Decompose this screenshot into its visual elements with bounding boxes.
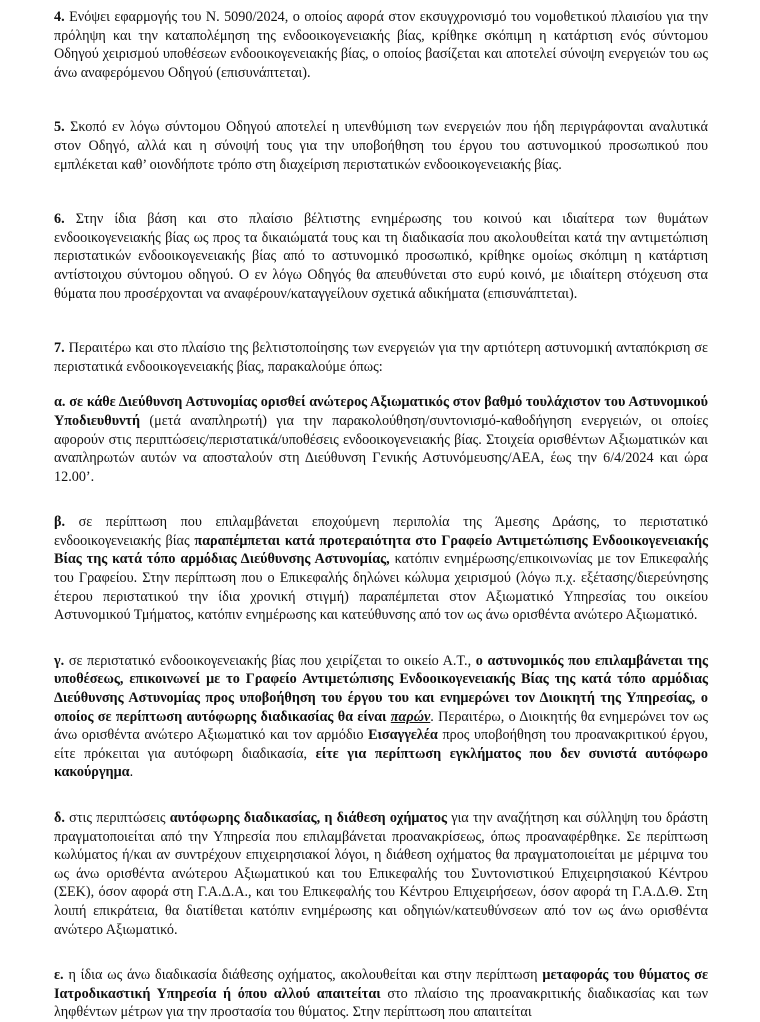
body-text: κατόπιν ενημέρωσης/επικοινωνίας με τον Επικεφαλής του Γραφείου. Στην περίπτωση που ο Επικεφαλής δηλώνει κώλυμα χειρισμού (λόγω π.χ. εξέτασης/διερεύνησης έτερου περιστατικού την ίδια χρονική στιγμή) παραπέμπεται στον Αξιωματικό Υπηρεσίας του οικείου Αστυνομικού Τμήματος, κατόπιν ενημέρωσης και κατεύθυνσης από τον ως άνω ορισθέντα ανώτερο Αξιωματικό. [54,551,708,624]
body-text: σε περιστατικό ενδοοικογενειακής βίας που χειρίζεται το οικείο Α.Τ., [68,652,472,669]
paragraph-number: 4. [54,9,65,25]
subparagraph-a [54,393,708,486]
bold-text: αυτόφωρης διαδικασίας, η διάθεση οχήματος [169,810,447,826]
body-text: (μετά αναπληρωτή) για την παρακολούθηση/συντονισμό-καθοδήγηση ενεργειών, οι οποίες αφορούν στις περιπτώσεις/περιστατικά/υποθέσεις ενδοοικογενειακής βίας. Στοιχεία ορισθέντων Αξιωματικών και αναπληρωτών αυτών να αποσταλούν στη Διεύθυνση Γενικής Αστυνόμευσης/ΑΕΑ, έως την 6/4/2024 και ώρα 12.00’. [54,412,709,485]
bold-text: μεταφοράς του θύματος σε Ιατροδικαστική Υπηρεσία ή όπου αλλού απαιτείται [54,967,709,1002]
paragraph-text: Σκοπό εν λόγω σύντομου Οδηγού αποτελεί η υπενθύμιση των ενεργειών που ήδη περιγράφονται αναλυτικά στον Οδηγό, αλλά και η σύνοψή τους για την υποβοήθηση του έργου του αστυνομικού προσωπικού που εμπλέκεται καθ’ οιονδήποτε τρόπο στη διαχείριση περιστατικών ενδοοικογενειακής βίας. [54,119,708,173]
paragraph-number: 6. [54,211,65,228]
paragraph-5 [54,118,708,174]
subparagraph-c: γ. σε περιστατικό ενδοοικογενειακής βίας που χειρίζεται το οικείο Α.Τ., ο αστυνομικός που επιλαμβάνεται της υποθέσεως, επικοινωνεί με το Γραφείο Αντιμετώπισης Ενδοοικογενειακής Βίας της κατά τόπο αρμόδιας Διεύθυνσης Αστυνομίας προς υποβοήθηση του έργου του και ενημερώνει τον Διοικητή της Υπηρεσίας, ο οποίος σε περίπτωση αυτόφωρης διαδικασίας θα είναι παρών. Περαιτέρω, ο Διοικητής θα ενημερώνει τον ως άνω ορισθέντα ανώτερο Αξιωματικό και τον αρμόδιο Εισαγγελέα προς υποβοήθηση του προανακριτικού έργου, είτε πρόκειται για αυτόφωρη διαδικασία, είτε για περίπτωση εγκλήματος που δεν συνιστά αυτόφωρο κακούργημα. [54,652,709,781]
subparagraph-letter: γ. [54,652,65,669]
bold-text: Εισαγγελέα [368,727,438,744]
subparagraph-letter: δ. [54,810,65,826]
bold-text: παραπέμπεται κατά προτεραιότητα στο Γραφείο Αντιμετώπισης Ενδοοικογενειακής Βίας της κατά τόπο αρμόδιας Διεύθυνσης Αστυνομίας, [54,532,709,568]
body-text: Περαιτέρω, ο Διοικητής θα ενημερώνει τον ως άνω ορισθέντα ανώτερο Αξιωματικό και τον αρμόδιο [54,708,709,744]
body-text: στο πλαίσιο της προανακριτικής διαδικασίας και των ληφθέντων μέτρων για την προστασία του θύματος. Στην περίπτωση που απαιτείται [54,985,708,1021]
body-text: για την αναζήτηση και σύλληψη του δράστη πραγματοποιείται από την Υπηρεσία που επιλαμβάνεται προανακρίσεως, όπως προαναφέρθηκε. Σε περίπτωση κωλύματος ή/και αν συντρέχουν επιχειρησιακοί λόγοι, η διάθεση οχήματος θα πραγματοποιείται με μέριμνα του ως άνω ορισθέντα ανώτερου Αξιωματικού και του Επικεφαλής του Συντονιστικού Επιχειρησιακού Κέντρου (ΣΕΚ), όσον αφορά στη Γ.Α.Δ.Α., και του Επικεφαλής του Κέντρου Επιχειρήσεων, όσον αφορά τη Γ.Α.Δ.Θ. Στη λοιπή επικράτεια, θα διατίθεται κατόπιν ενημέρωσης και οδηγιών/κατευθύνσεων από τον ως άνω ορισθέντα ανώτερο Αξιωματικό. [54,810,709,938]
subparagraph-b [54,513,708,625]
subparagraph-letter: α. [54,394,66,411]
subparagraph-d [54,809,708,939]
bold-text: είτε για περίπτωση εγκλήματος που δεν συνιστά αυτόφωρο κακούργημα [54,745,708,781]
paragraph-number: 5. [54,119,65,136]
paragraph-7 [54,339,708,376]
paragraph-6 [54,210,708,303]
body-text: σε περίπτωση που επιλαμβάνεται εποχούμενη περιπολία της Άμεσης Δράσης, το περιστατικό ενδοοικογενειακής βίας [54,514,708,549]
underlined-text: παρών [390,708,431,725]
body-text: προς υποβοήθηση του προανακριτικού έργου, είτε πρόκειται για αυτόφωρη διαδικασία, [54,727,709,762]
subparagraph-letter: β. [54,514,66,531]
paragraph-text: Ενόψει εφαρμογής του Ν. 5090/2024, ο οποίος αφορά στον εκσυγχρονισμό του νομοθετικού πλαισίου για την πρόληψη και την καταπολέμηση της ενδοοικογενειακής βίας, κρίθηκε σκόπιμη η κατάρτιση ενός σύντομου Οδηγού χειρισμού υποθέσεων ενδοοικογενειακής βίας, ο οποίος βασίζεται και αποτελεί σύνοψη ενεργειών του ως άνω αναφερόμενου Οδηγού (επισυνάπτεται). [54,9,708,81]
body-text: στις περιπτώσεις [69,810,166,826]
subparagraph-e [54,966,708,1022]
body-text: η ίδια ως άνω διαδικασία διάθεσης οχήματος, ακολουθείται και στην περίπτωση [68,967,538,984]
paragraph-text: Στην ίδια βάση και στο πλαίσιο βέλτιστης ενημέρωσης του κοινού και ιδιαίτερα των θυμάτων ενδοοικογενειακής βίας ως προς τα δικαιώματά τους και τη διαδικασία που ακολουθείται κατά την αντιμετώπιση περιστατικών ενδοοικογενειακής βίας από το αστυνομικό προσωπικό, κρίθηκε ομοίως σκόπιμη η κατάρτιση αντίστοιχου σύντομου οδηγού. Ο εν λόγω Οδηγός θα απευθύνεται στο ευρύ κοινό, με ιδιαίτερη στόχευση στα θύματα που προσέρχονται να αναφέρουν/καταγγείλουν σχετικά αδικήματα (επισυνάπτεται). [54,211,708,302]
bold-text: ο αστυνομικός που επιλαμβάνεται της υποθέσεως, επικοινωνεί με το Γραφείο Αντιμετώπισης Ενδοοικογενειακής Βίας της κατά τόπο αρμόδιας Διεύθυνσης Αστυνομίας προς υποβοήθηση του έργου του και ενημερώνει τον Διοικητή της Υπηρεσίας, ο οποίος σε περίπτωση αυτόφωρης διαδικασίας θα είναι [54,652,709,725]
paragraph-text: Περαιτέρω και στο πλαίσιο της βελτιστοποίησης των ενεργειών για την αρτιότερη αστυνομική ανταπόκριση σε περιστατικά ενδοοικογενειακής βίας, παρακαλούμε όπως: [54,340,709,375]
bold-text: σε κάθε Διεύθυνση Αστυνομίας ορισθεί ανώτερος Αξιωματικός στον βαθμό τουλάχιστον του Αστυνομικού Υποδιευθυντή [54,394,709,429]
paragraph-number: 7. [54,340,65,357]
paragraph-4 [54,8,708,82]
subparagraph-letter: ε. [54,967,64,984]
